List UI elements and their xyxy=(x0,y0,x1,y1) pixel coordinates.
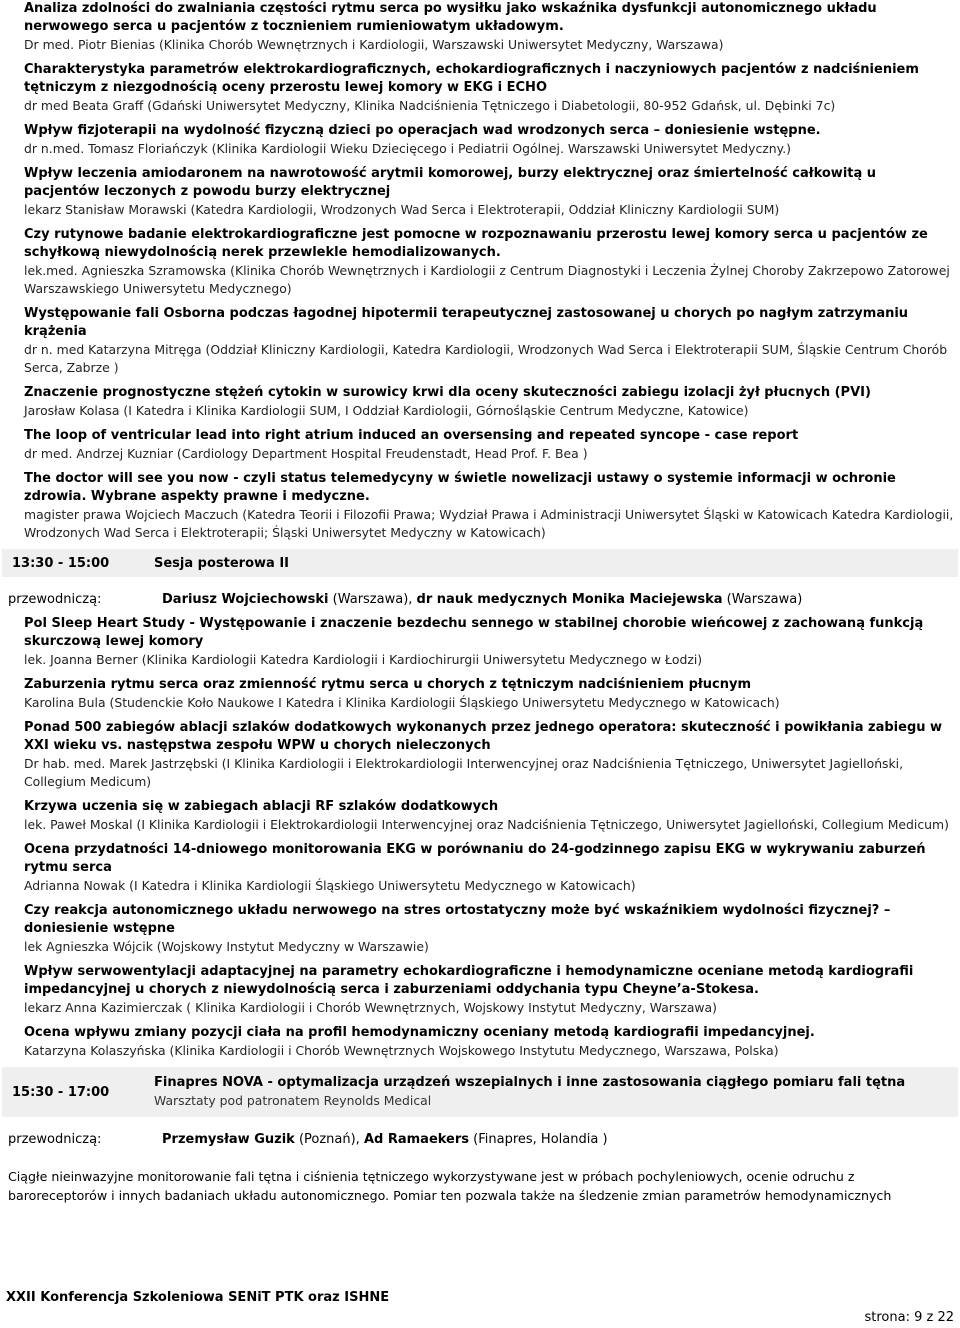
session-time: 15:30 - 17:00 xyxy=(12,1084,110,1100)
talk-author: Karolina Bula (Studenckie Koło Naukowe I Katedra i Klinika Kardiologii Śląskiego Uniwersytetu Medycznego w Katowicach) xyxy=(24,695,780,710)
footer-conference: XXII Konferencja Szkoleniowa SENiT PTK oraz ISHNE xyxy=(6,1290,390,1305)
chairs-names xyxy=(162,591,802,609)
list-item xyxy=(24,719,954,791)
talk-list-session xyxy=(0,615,960,1060)
talk-list-top xyxy=(0,0,960,542)
talk-title: Czy reakcja autonomicznego układu nerwowego na stres ortostatyczny może być wskaźnikiem wydolności fizycznej? – doniesienie wstępne xyxy=(24,903,891,936)
talk-title: Zaburzenia rytmu serca oraz zmienność rytmu serca u chorych z tętniczym nadciśnieniem płucnym xyxy=(24,677,751,692)
chairs-label: przewodniczą: xyxy=(8,1132,102,1147)
talk-title: Pol Sleep Heart Study - Występowanie i znaczenie bezdechu sennego w stabilnej chorobie wieńcowej z zachowaną funkcją skurczową lewej komory xyxy=(24,616,924,649)
page-number: strona: 9 z 22 xyxy=(864,1310,954,1325)
talk-author: lekarz Stanisław Morawski (Katedra Kardiologii, Wrodzonych Wad Serca i Elektroterapii, Oddział Kliniczny Kardiologii SUM) xyxy=(24,202,780,217)
chair-place: (Warszawa) xyxy=(722,592,803,607)
talk-title: Wpływ serwowentylacji adaptacyjnej na parametry echokardiograficzne i hemodynamiczne oceniane metodą kardiografii impedancyjnej u chorych z niewydolnością serca i zaburzeniami oddychania typu Cheyne’a-Stokesa. xyxy=(24,964,914,997)
list-item xyxy=(24,841,954,895)
chair-place: (Finapres, Holandia ) xyxy=(469,1132,608,1147)
list-item xyxy=(24,0,954,54)
talk-author: dr n. med Katarzyna Mitręga (Oddział Kliniczny Kardiologii, Katedra Kardiologii, Wrodzonych Wad Serca i Elektroterapii SUM, Śląskie Centrum Chorób Serca, Zabrze ) xyxy=(24,342,948,375)
chair-name: dr nauk medycznych Monika Maciejewska xyxy=(416,592,723,607)
list-item xyxy=(24,384,954,420)
list-item xyxy=(24,676,954,712)
chair-name: Dariusz Wojciechowski xyxy=(162,592,329,607)
session-header xyxy=(2,1067,958,1117)
talk-title: Znaczenie prognostyczne stężeń cytokin w surowicy krwi dla oceny skuteczności zabiegu izolacji żył płucnych (PVI) xyxy=(24,385,871,400)
talk-author: dr med Beata Graff (Gdański Uniwersytet Medyczny, Klinika Nadciśnienia Tętniczego i Diabetologii, 80-952 Gdańsk, ul. Dębinki 7c) xyxy=(24,98,836,113)
talk-author: Dr med. Piotr Bienias (Klinika Chorób Wewnętrznych i Kardiologii, Warszawski Uniwersytet Medyczny, Warszawa) xyxy=(24,37,724,52)
session-name: Sesja posterowa II xyxy=(154,555,290,571)
session-subtitle: Warsztaty pod patronatem Reynolds Medical xyxy=(154,1093,432,1108)
talk-title: Ocena przydatności 14-dniowego monitorowania EKG w porównaniu do 24-godzinnego zapisu EKG w wykrywaniu zaburzeń rytmu serca xyxy=(24,842,926,875)
talk-title: The loop of ventricular lead into right atrium induced an oversensing and repeated syncope - case report xyxy=(24,428,799,443)
talk-title: Czy rutynowe badanie elektrokardiograficzne jest pomocne w rozpoznawaniu przerostu lewej komory serca u pacjentów ze schyłkową niewydolnością nerek przewlekle hemodializowanych. xyxy=(24,227,928,260)
session-name: Finapres NOVA - optymalizacja urządzeń wszepialnych i inne zastosowania ciągłego pomiaru fali tętna xyxy=(154,1075,906,1090)
talk-title: Ponad 500 zabiegów ablacji szlaków dodatkowych wykonanych przez jednego operatora: skuteczność i powikłania zabiegu w XXI wieku vs. następstwa zespołu WPW u chorych nieleczonych xyxy=(24,720,943,753)
talk-title: Występowanie fali Osborna podczas łagodnej hipotermii terapeutycznej zastosowanej u chorych po nagłym zatrzymaniu krążenia xyxy=(24,306,909,339)
chairs-label: przewodniczą: xyxy=(8,592,102,607)
list-item xyxy=(24,470,954,542)
talk-title: Krzywa uczenia się w zabiegach ablacji RF szlaków dodatkowych xyxy=(24,799,499,814)
talk-title: Wpływ leczenia amiodaronem na nawrotowość arytmii komorowej, burzy elektrycznej oraz śmiertelność całkowitą u pacjentów leczonych z powodu burzy elektrycznej xyxy=(24,166,877,199)
talk-title: Charakterystyka parametrów elektrokardiograficznych, echokardiograficznych i naczyniowych pacjentów z nadciśnieniem tętniczym z niezgodnością oceny przerostu lewej komory w EKG i ECHO xyxy=(24,62,919,95)
talk-title: The doctor will see you now - czyli status telemedycyny w świetle nowelizacji ustawy o systemie informacji w ochronie zdrowia. Wybrane aspekty prawne i medyczne. xyxy=(24,471,896,504)
chair-name: Przemysław Guzik xyxy=(162,1132,295,1147)
session-header xyxy=(2,549,958,577)
talk-title: Wpływ fizjoterapii na wydolność fizyczną dzieci po operacjach wad wrodzonych serca – doniesienie wstępne. xyxy=(24,123,821,138)
talk-author: lekarz Anna Kazimierczak ( Klinika Kardiologii i Chorób Wewnętrznych, Wojskowy Instytut Medyczny, Warszawa) xyxy=(24,1000,717,1015)
talk-author: dr n.med. Tomasz Floriańczyk (Klinika Kardiologii Wieku Dziecięcego i Pediatrii Ogólnej. Warszawski Uniwersytet Medyczny.) xyxy=(24,141,791,156)
list-item xyxy=(24,902,954,956)
talk-title: Analiza zdolności do zwalniania częstości rytmu serca po wysiłku jako wskaźnika dysfunkcji autonomicznego układu nerwowego serca u pacjentów z tocznieniem rumieniowatym układowym. xyxy=(24,1,877,34)
list-item xyxy=(24,122,954,158)
list-item xyxy=(24,305,954,377)
talk-author: magister prawa Wojciech Maczuch (Katedra Teorii i Filozofii Prawa; Wydział Prawa i Administracji Uniwersytet Śląski w Katowicach Katedra Kardiologii, Wrodzonych Wad Serca i Elektroterapii; Śląski Uniwersytet Medyczny w Katowicach) xyxy=(24,507,954,540)
talk-author: dr med. Andrzej Kuzniar (Cardiology Department Hospital Freudenstadt, Head Prof. F. Bea ) xyxy=(24,446,588,461)
list-item xyxy=(24,798,954,834)
talk-author: Jarosław Kolasa (I Katedra i Klinika Kardiologii SUM, I Oddział Kardiologii, Górnośląskie Centrum Medyczne, Katowice) xyxy=(24,403,749,418)
talk-author: lek Agnieszka Wójcik (Wojskowy Instytut Medyczny w Warszawie) xyxy=(24,939,429,954)
talk-author: lek. Joanna Berner (Klinika Kardiologii Katedra Kardiologii i Kardiochirurgii Uniwersytetu Medycznego w Łodzi) xyxy=(24,652,703,667)
talk-author: Dr hab. med. Marek Jastrzębski (I Klinika Kardiologii i Elektrokardiologii Interwencyjnej oraz Nadciśnienia Tętniczego, Uniwersytet Jagielloński, Collegium Medicum) xyxy=(24,756,904,789)
chairs-row xyxy=(0,581,960,615)
chairs-names xyxy=(162,1131,608,1149)
chairs-row xyxy=(0,1121,960,1155)
talk-author: lek.med. Agnieszka Szramowska (Klinika Chorób Wewnętrznych i Kardiologii z Centrum Diagnostyki i Leczenia Żylnej Choroby Zakrzepowo Zatorowej Warszawskiego Uniwersytetu Medycznego) xyxy=(24,263,950,296)
list-item xyxy=(24,1024,954,1060)
chair-place: (Poznań), xyxy=(294,1132,364,1147)
chair-name: Ad Ramaekers xyxy=(363,1132,470,1147)
list-item xyxy=(24,427,954,463)
list-item xyxy=(24,615,954,669)
list-item xyxy=(24,165,954,219)
session-description: Ciągłe nieinwazyjne monitorowanie fali tętna i ciśnienia tętniczego wykorzystywane jest w próbach pochyleniowych, ocenie odruchu z baroreceptorów i innych badaniach układu autonomicznego. Pomiar ten pozwala także na śledzenie zmian parametrów hemodynamicznych xyxy=(8,1169,892,1203)
talk-author: lek. Paweł Moskal (I Klinika Kardiologii i Elektrokardiologii Interwencyjnej oraz Nadciśnienia Tętniczego, Uniwersytet Jagielloński, Collegium Medicum) xyxy=(24,817,949,832)
talk-author: Adrianna Nowak (I Katedra i Klinika Kardiologii Śląskiego Uniwersytetu Medycznego w Katowicach) xyxy=(24,878,636,893)
list-item xyxy=(24,226,954,298)
list-item xyxy=(24,61,954,115)
list-item xyxy=(24,963,954,1017)
session-heading xyxy=(154,1074,905,1110)
talk-author: Katarzyna Kolaszyńska (Klinika Kardiologii i Chorób Wewnętrznych Wojskowego Instytutu Medycznego, Warszawa, Polska) xyxy=(24,1043,779,1058)
chair-place: (Warszawa), xyxy=(328,592,417,607)
session-time: 13:30 - 15:00 xyxy=(12,555,110,571)
talk-title: Ocena wpływu zmiany pozycji ciała na profil hemodynamiczny oceniany metodą kardiografii impedancyjnej. xyxy=(24,1025,815,1040)
